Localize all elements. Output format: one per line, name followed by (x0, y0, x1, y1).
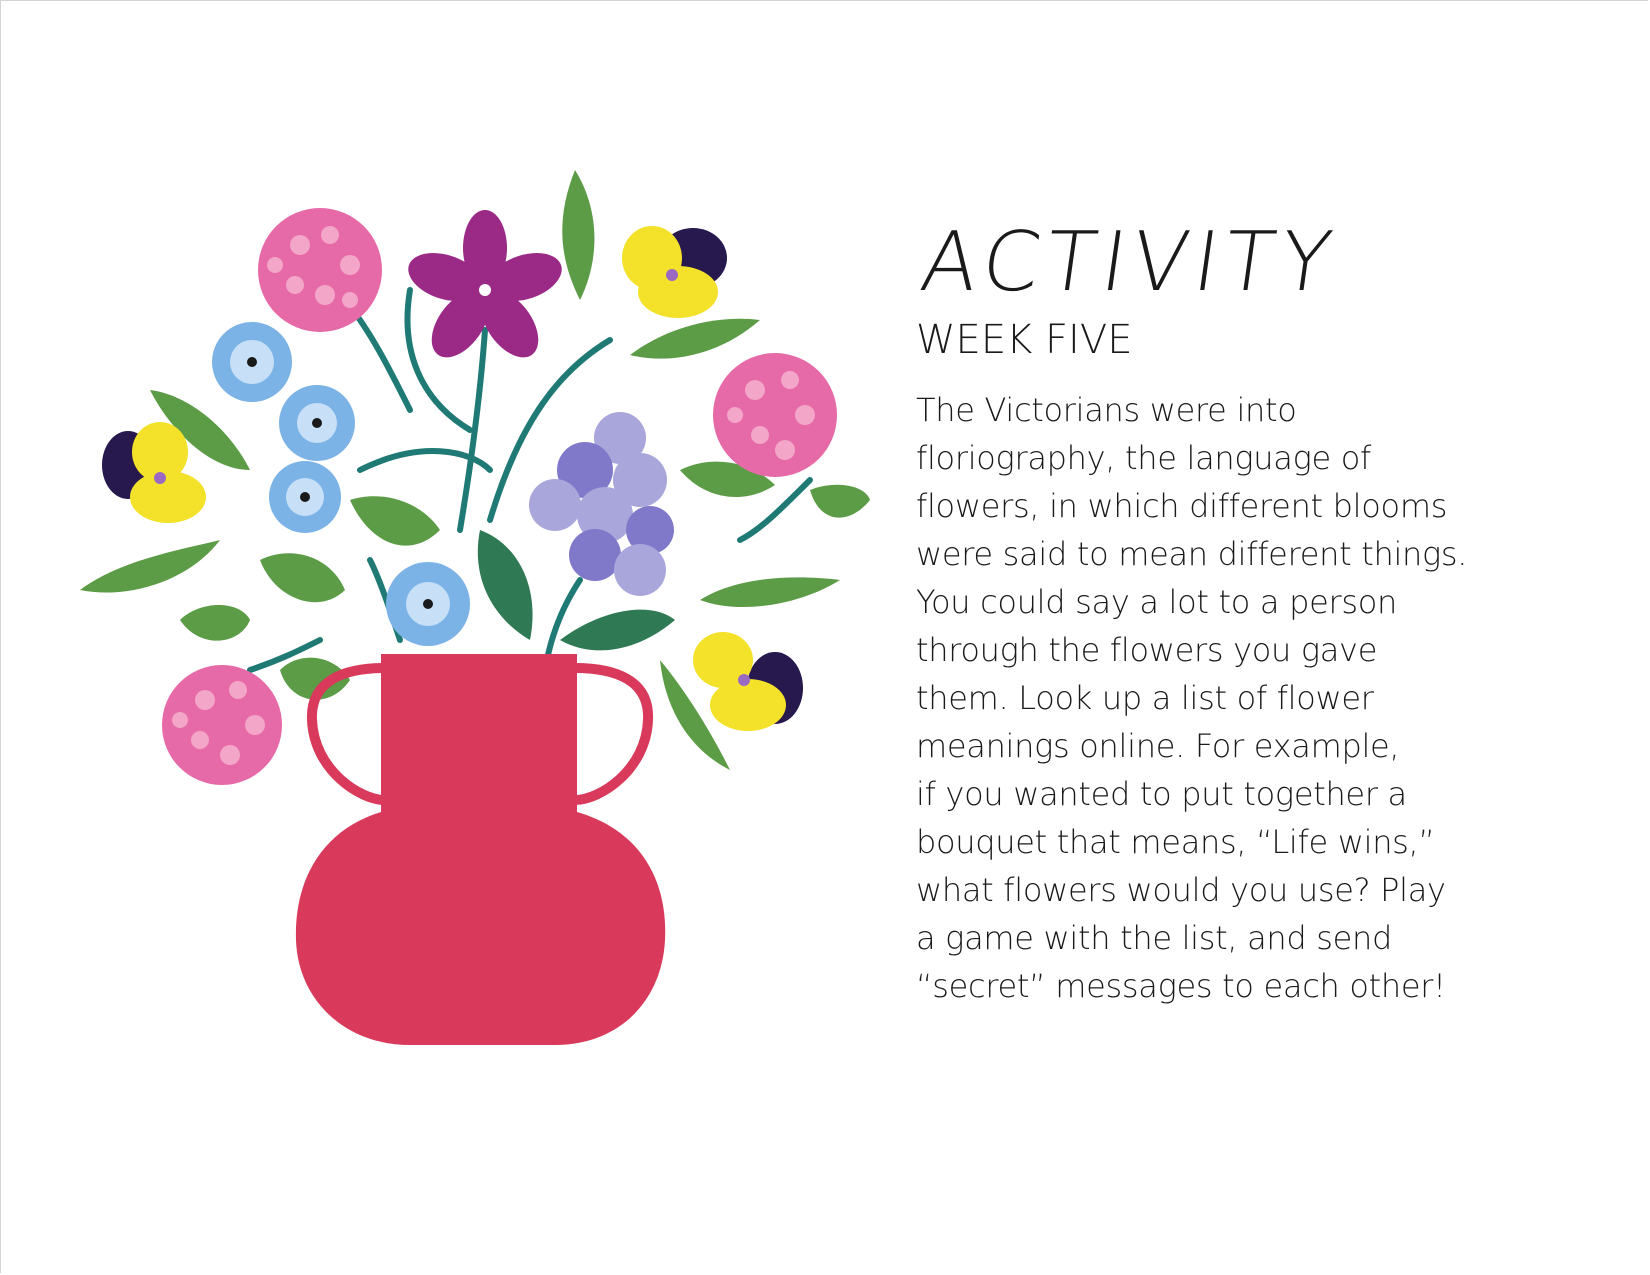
vase-icon (296, 654, 665, 1045)
activity-text (915, 215, 1556, 1010)
body-line: flowers, in which different blooms (916, 487, 1448, 525)
pansy-top (622, 226, 727, 318)
body-line: if you wanted to put together a (916, 775, 1407, 813)
body-line: through the flowers you gave (916, 631, 1378, 669)
body-line: “secret” messages to each other! (916, 967, 1446, 1005)
hydrangea-top-left (258, 208, 382, 332)
body-line: floriography, the language of (916, 439, 1371, 477)
cornflowers (212, 322, 470, 646)
body-line: meanings online. For example, (916, 727, 1400, 765)
body-line: them. Look up a list of flower (916, 679, 1374, 717)
body-line: The Victorians were into (916, 391, 1297, 429)
page-title: ACTIVITY (915, 215, 1344, 310)
page-subtitle: WEEK FIVE (916, 317, 1133, 363)
flower-bouquet-illustration (60, 140, 880, 1060)
body-line: bouquet that means, “Life wins,” (916, 823, 1435, 861)
body-paragraph (916, 386, 1556, 1010)
allium-cluster (529, 412, 674, 596)
hydrangea-right (713, 353, 837, 477)
body-line: a game with the list, and send (916, 919, 1393, 957)
body-line: You could say a lot to a person (916, 583, 1397, 621)
pansy-right (693, 632, 803, 731)
body-line: were said to mean different things. (916, 535, 1468, 573)
body-line: what flowers would you use? Play (916, 871, 1446, 909)
hydrangea-bottom-left (162, 665, 282, 785)
